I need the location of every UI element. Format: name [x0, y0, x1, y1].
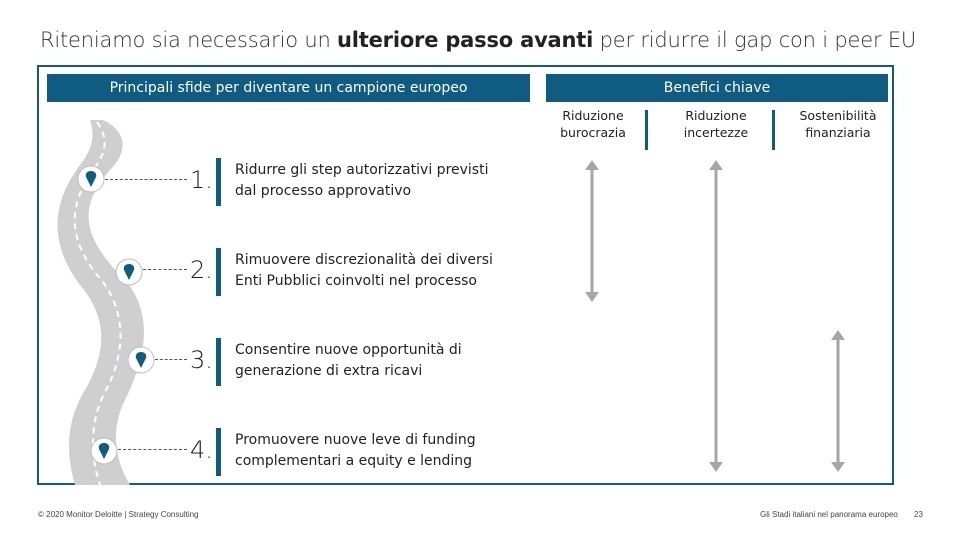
step-accent-bar — [216, 158, 221, 206]
benefit-column-line2: burocrazia — [560, 125, 626, 140]
step-text — [235, 430, 476, 472]
road-illustration — [55, 120, 185, 485]
step-accent-bar — [216, 248, 221, 296]
step-text — [235, 160, 488, 202]
footer-source: Gli Stadi italiani nel panorama europeo — [760, 510, 898, 519]
step-line: dal processo approvativo — [235, 183, 412, 199]
title-prefix: Riteniamo sia necessario un — [40, 28, 338, 52]
leader-line — [143, 269, 187, 270]
map-pin-icon — [90, 437, 118, 465]
benefit-column-line1: Riduzione — [685, 108, 747, 123]
step-number: 1. — [190, 166, 213, 194]
double-arrow-icon — [708, 160, 724, 472]
double-arrow-icon — [830, 330, 846, 472]
step-line: Ridurre gli step autorizzativi previsti — [235, 162, 489, 178]
map-pin-icon — [77, 165, 105, 193]
slide-title — [40, 28, 916, 52]
step-line: generazione di extra ricavi — [235, 363, 423, 379]
benefit-column-uncertainty — [670, 107, 762, 141]
leader-line — [155, 359, 187, 360]
step-text — [235, 250, 493, 292]
benefit-column-line1: Riduzione — [562, 108, 624, 123]
step-number: 3. — [190, 346, 213, 374]
step-line: Promuovere nuove leve di funding — [235, 432, 476, 448]
benefit-column-bureaucracy — [548, 107, 638, 141]
footer-copyright: © 2020 Monitor Deloitte | Strategy Consulting — [38, 510, 199, 519]
leader-line — [118, 449, 187, 450]
column-divider — [772, 110, 775, 150]
step-number: 2. — [190, 256, 213, 284]
benefit-column-line2: finanziaria — [805, 125, 871, 140]
leader-line — [105, 179, 187, 180]
map-pin-icon — [127, 346, 155, 374]
challenges-header: Principali sfide per diventare un campione europeo — [47, 74, 530, 102]
step-accent-bar — [216, 338, 221, 386]
step-line: Rimuovere discrezionalità dei diversi — [235, 252, 493, 268]
page-number: 23 — [914, 510, 923, 519]
title-bold: ulteriore passo avanti — [337, 28, 594, 52]
double-arrow-icon — [584, 160, 600, 302]
benefits-header: Benefici chiave — [546, 74, 888, 102]
map-pin-icon — [115, 258, 143, 286]
step-line: Consentire nuove opportunità di — [235, 342, 462, 358]
benefit-column-line1: Sostenibilità — [799, 108, 877, 123]
benefit-column-financial — [790, 107, 886, 141]
step-text — [235, 340, 462, 382]
title-suffix: per ridurre il gap con i peer EU — [593, 28, 917, 52]
step-line: Enti Pubblici coinvolti nel processo — [235, 273, 477, 289]
column-divider — [645, 110, 648, 150]
step-line: complementari a equity e lending — [235, 453, 473, 469]
step-number: 4. — [190, 436, 213, 464]
benefit-column-line2: incertezze — [683, 125, 749, 140]
step-accent-bar — [216, 428, 221, 476]
